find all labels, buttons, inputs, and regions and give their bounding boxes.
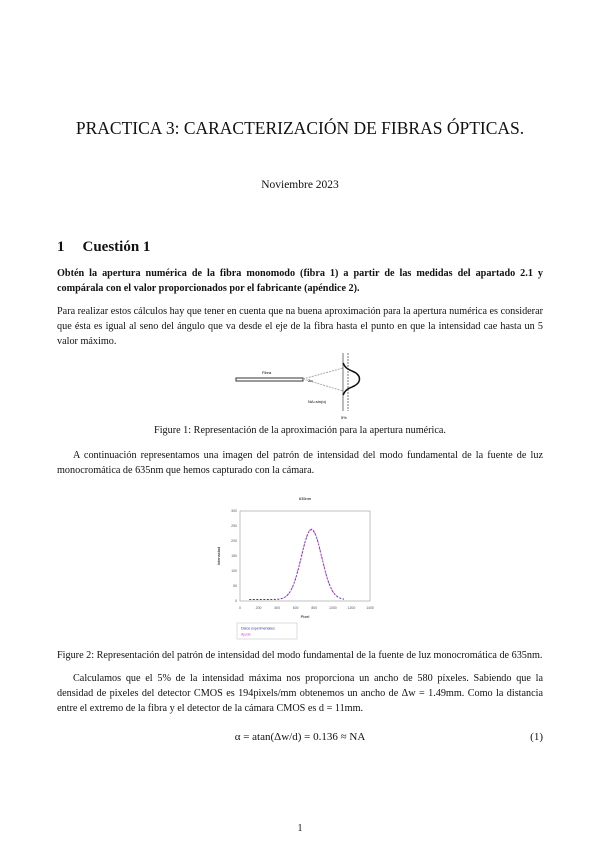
- figure-2-chart: [210, 491, 390, 641]
- series-line-1: [282, 529, 338, 599]
- y-tick-label: 250: [231, 524, 237, 529]
- y-tick-label: 100: [231, 569, 237, 574]
- x-tick-label: 1400: [366, 606, 374, 610]
- x-tick-label: 400: [274, 606, 281, 610]
- paragraph-1: Para realizar estos cálculos hay que tener en cuenta que na buena aproximación para la apertura numérica es considerar que ésta es igual al seno del ángulo que va desde el eje de la fibra hasta el punto en que la intensidad cae hasta un 5 valor máximo.: [57, 306, 543, 347]
- section-number: 1: [57, 239, 65, 255]
- legend-entry: Datos experimentales: [241, 626, 275, 631]
- paragraph-2: A continuación representamos una imagen del patrón de intensidad del modo fundamental de la fuente de luz monocromática de 635nm que hemos capturado con la cámara.: [57, 450, 543, 476]
- section-title: Cuestión 1: [82, 239, 151, 255]
- y-tick-label: 150: [231, 554, 237, 559]
- na-label: NA=sin(α): [308, 399, 326, 404]
- intensity-profile: [343, 363, 360, 395]
- fiber-shape: [236, 378, 303, 381]
- paragraph-3: Calculamos que el 5% de la intensidad máxima nos proporciona un ancho de 580 píxeles. Sabiendo que la densidad de pixeles del detector CMOS es 194pixels/mm obtenemos un ancho de Δw = 1.49mm. Como la distancia entre el extremo de la fibra y el detector de la cámara CMOS es d = 11mm.: [57, 673, 543, 714]
- legend-entry: Ajuste: [241, 632, 251, 637]
- plot-frame: [240, 511, 370, 601]
- y-tick-label: 200: [231, 539, 237, 544]
- figure-2-caption: Figure 2: Representación del patrón de intensidad del modo fundamental de la fuente de luz monocromática de 635nm.: [57, 650, 543, 661]
- page-body: [0, 118, 600, 748]
- fiber-label: Fibra: [262, 370, 272, 375]
- y-tick-label: 0: [235, 599, 237, 604]
- chart-title: 635nm: [298, 496, 312, 501]
- y-tick-label: 50: [233, 584, 237, 589]
- x-tick-label: 0: [239, 606, 241, 610]
- x-tick-label: 800: [311, 606, 318, 610]
- equation: α = atan(Δw/d) = 0.136 ≈ NA: [234, 731, 366, 743]
- section-heading: [57, 238, 543, 256]
- document-date: Noviembre 2023: [261, 179, 339, 191]
- x-axis-label: Pixel: [300, 614, 310, 619]
- equation-number: (1): [530, 731, 543, 743]
- question-text: Obtén la apertura numérica de la fibra monomodo (fibra 1) a partir de las medidas del apartado 2.1 y compárala con el valor proporcionados por el fabricante (apéndice 2).: [57, 268, 543, 294]
- equation-row: [57, 726, 543, 748]
- page-number: 1: [297, 823, 303, 834]
- x-tick-label: 1200: [347, 606, 356, 610]
- x-tick-label: 600: [292, 606, 299, 610]
- figure-1-caption: Figure 1: Representación de la aproximación para la apertura numérica.: [154, 425, 446, 436]
- x-tick-label: 200: [255, 606, 262, 610]
- percent-label: 5%: [341, 415, 347, 420]
- angle-label: 2α: [308, 378, 313, 383]
- y-tick-label: 300: [231, 509, 237, 514]
- legend-box: [237, 623, 297, 639]
- y-axis-label: Intensidad: [216, 546, 221, 566]
- series-line-0: [249, 530, 344, 600]
- x-tick-label: 1000: [328, 606, 337, 610]
- document-title: PRACTICA 3: CARACTERIZACIÓN DE FIBRAS ÓPTICAS.: [75, 118, 525, 138]
- figure-1-diagram: [200, 351, 400, 423]
